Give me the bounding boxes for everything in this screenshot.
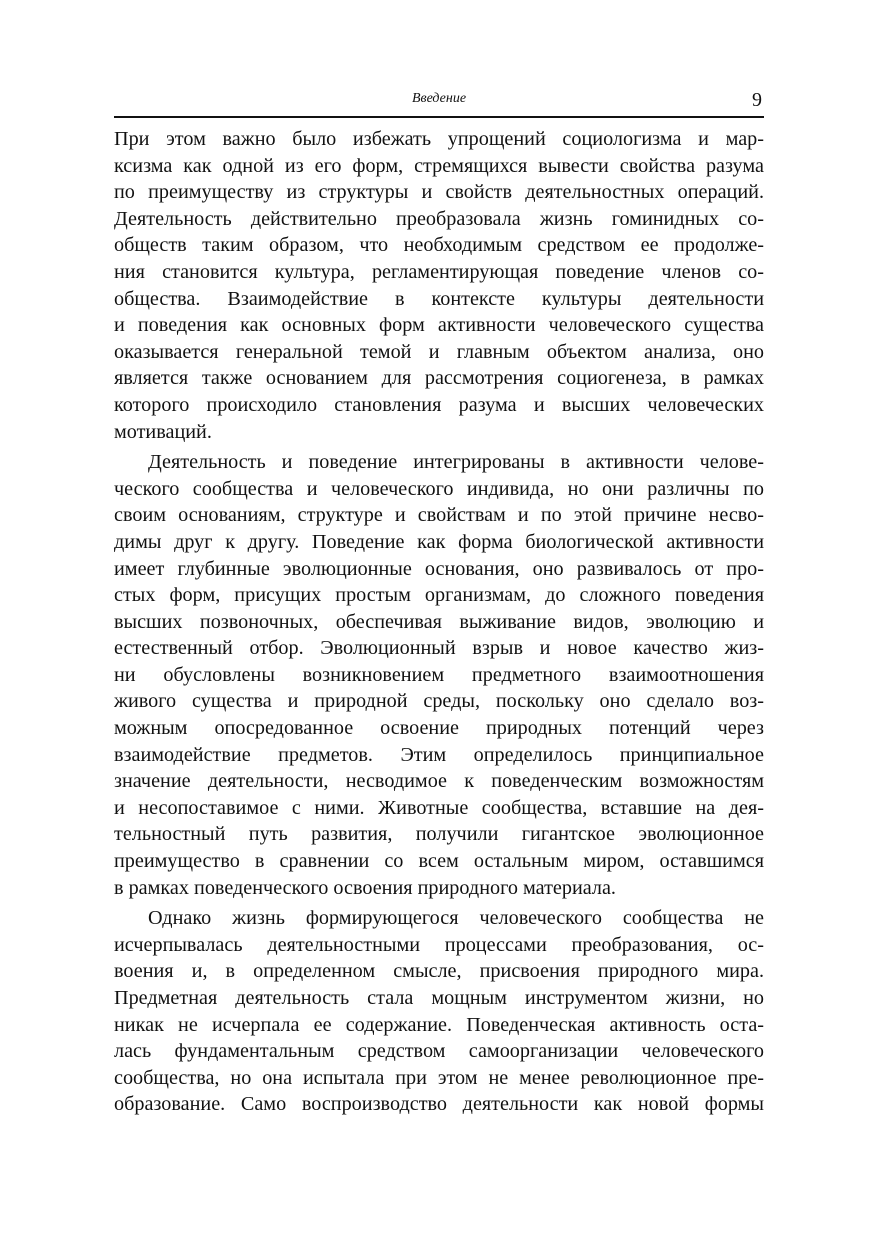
- paragraph-3: [114, 905, 764, 1118]
- text-line: ни обусловлены возникновением предметного взаимоотношения: [114, 663, 764, 686]
- text-line: преимущество в сравнении со всем остальным миром, оставшимся: [114, 850, 764, 873]
- text-line: взаимодействие предметов. Этим определилось принципиальное: [114, 743, 764, 766]
- text-line: ксизма как одной из его форм, стремящихся вывести свойства разума: [114, 154, 764, 177]
- text-line: и поведения как основных форм активности человеческого существа: [114, 314, 764, 337]
- text-line: своим основаниям, структуре и свойствам и по этой причине несво-: [114, 504, 764, 527]
- text-line: тельностный путь развития, получили гигантское эволюционное: [114, 823, 764, 846]
- text-line: никак не исчерпала ее содержание. Поведенческая активность оста-: [114, 1013, 764, 1036]
- paragraph-2: [114, 449, 764, 901]
- text-line: Деятельность и поведение интегрированы в активности челове-: [148, 451, 764, 474]
- text-line: образование. Само воспроизводство деятельности как новой формы: [114, 1093, 764, 1116]
- text-line: имеет глубинные эволюционные основания, оно развивалось от про-: [114, 557, 764, 580]
- text-line: При этом важно было избежать упрощений социологизма и мар-: [114, 128, 764, 150]
- text-line: оказывается генеральной темой и главным объектом анализа, оно: [114, 340, 764, 363]
- text-line: мотиваций.: [114, 420, 212, 443]
- text-line: можным опосредованное освоение природных потенций через: [114, 717, 764, 740]
- paragraph-1: [114, 126, 764, 445]
- running-head: [114, 86, 764, 118]
- text-line: общества. Взаимодействие в контексте культуры деятельности: [114, 287, 764, 310]
- text-line: Предметная деятельность стала мощным инструментом жизни, но: [114, 987, 764, 1009]
- text-line: сообщества, но она испытала при этом не менее революционное пре-: [114, 1066, 764, 1089]
- text-line: лась фундаментальным средством самоорганизации человеческого: [114, 1040, 764, 1063]
- page-number: 9: [752, 89, 762, 111]
- text-line: стых форм, присущих простым организмам, до сложного поведения: [114, 584, 764, 607]
- text-line: является также основанием для рассмотрения социогенеза, в рамках: [114, 367, 764, 390]
- text-line: высших позвоночных, обеспечивая выживание видов, эволюцию и: [114, 610, 764, 633]
- text-line: Однако жизнь формирующегося человеческого сообщества не: [148, 907, 764, 930]
- text-line: естественный отбор. Эволюционный взрыв и новое качество жиз-: [114, 637, 764, 660]
- text-line: исчерпывалась деятельностными процессами преобразования, ос-: [114, 933, 764, 956]
- text-line: которого происходило становления разума и высших человеческих: [114, 393, 764, 416]
- text-line: и несопоставимое с ними. Животные сообщества, вставшие на дея-: [114, 796, 764, 819]
- text-line: воения и, в определенном смысле, присвоения природного мира.: [114, 960, 764, 983]
- text-line: живого существа и природной среды, поскольку оно сделало воз-: [114, 690, 764, 713]
- text-line: ческого сообщества и человеческого индивида, но они различны по: [114, 477, 764, 500]
- running-title: Введение: [411, 91, 467, 106]
- text-line: Деятельность действительно преобразовала жизнь гоминидных со-: [114, 207, 764, 230]
- book-page: [114, 86, 764, 1118]
- text-line: значение деятельности, несводимое к поведенческим возможностям: [114, 770, 764, 793]
- text-line: димы друг к другу. Поведение как форма биологической активности: [114, 530, 764, 553]
- text-line: по преимуществу из структуры и свойств деятельностных операций.: [114, 181, 764, 204]
- text-line: в рамках поведенческого освоения природного материала.: [114, 876, 616, 899]
- text-line: обществ таким образом, что необходимым средством ее продолже-: [114, 234, 764, 257]
- text-line: ния становится культура, регламентирующая поведение членов со-: [114, 260, 764, 283]
- body-text: [114, 126, 764, 1118]
